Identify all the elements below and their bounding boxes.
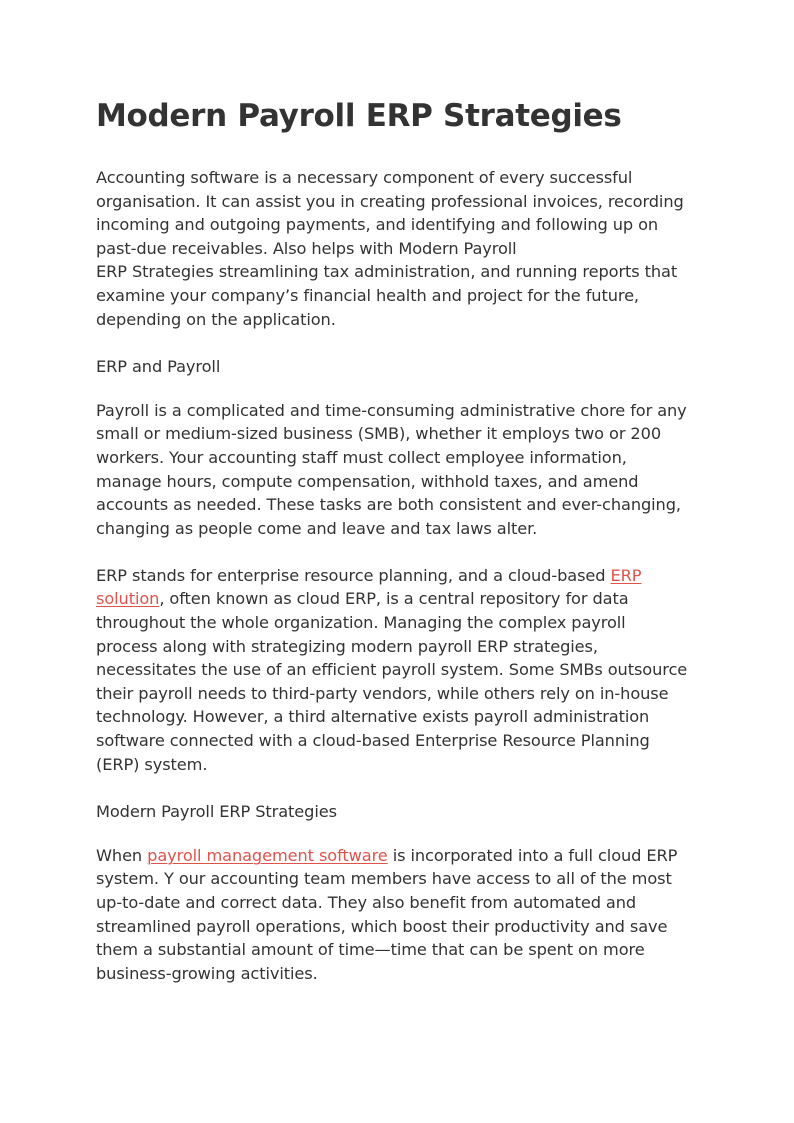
intro-line: depending on the application.	[96, 309, 336, 329]
erp-line: (ERP) system.	[96, 754, 208, 774]
erp-line: technology. However, a third alternative exists payroll administration	[96, 707, 650, 727]
payroll-line: Payroll is a complicated and time-consuming administrative chore for any	[96, 400, 687, 420]
erp-line: their payroll needs to third-party vendors, while others rely on in-house	[96, 683, 669, 703]
strategies-paragraph	[96, 844, 696, 986]
payroll-management-software-link[interactable]: payroll management software	[147, 845, 388, 865]
section-heading-erp-payroll: ERP and Payroll	[96, 356, 221, 376]
strategies-line: streamlined payroll operations, which boost their productivity and save	[96, 916, 668, 936]
intro-line: organisation. It can assist you in creating professional invoices, recording	[96, 191, 684, 211]
strategies-line: them a substantial amount of time—time that can be spent on more	[96, 940, 645, 960]
erp-line-text: ERP stands for enterprise resource planning, and a cloud-based	[96, 565, 611, 585]
intro-line: examine your company’s financial health and project for the future,	[96, 285, 639, 305]
erp-line	[96, 564, 696, 588]
intro-paragraph	[96, 166, 696, 331]
payroll-line: accounts as needed. These tasks are both consistent and ever-changing,	[96, 495, 681, 515]
payroll-line: manage hours, compute compensation, withhold taxes, and amend	[96, 471, 639, 491]
article-body	[96, 166, 696, 985]
section-heading-strategies: Modern Payroll ERP Strategies	[96, 801, 337, 821]
strategies-line-text: When	[96, 845, 148, 865]
erp-line: software connected with a cloud-based Enterprise Resource Planning	[96, 731, 650, 751]
erp-line: process along with strategizing modern payroll ERP strategies,	[96, 636, 598, 656]
erp-solution-link-continued[interactable]: solution	[96, 589, 160, 609]
strategies-line: business-growing activities.	[96, 963, 318, 983]
erp-line: necessitates the use of an efficient payroll system. Some SMBs outsource	[96, 660, 688, 680]
erp-paragraph	[96, 564, 696, 776]
intro-line: Accounting software is a necessary component of every successful	[96, 168, 633, 187]
intro-line: incoming and outgoing payments, and identifying and following up on	[96, 215, 659, 235]
payroll-line: workers. Your accounting staff must collect employee information,	[96, 447, 627, 467]
erp-line	[96, 587, 696, 611]
payroll-paragraph	[96, 399, 696, 541]
intro-line: ERP Strategies streamlining tax administration, and running reports that	[96, 262, 678, 282]
erp-line: throughout the whole organization. Managing the complex payroll	[96, 613, 626, 633]
strategies-line: system. Y our accounting team members have access to all of the most	[96, 869, 672, 889]
payroll-line: changing as people come and leave and tax laws alter.	[96, 518, 538, 538]
intro-line: past-due receivables. Also helps with Modern Payroll	[96, 238, 517, 258]
strategies-line: up-to-date and correct data. They also benefit from automated and	[96, 893, 637, 912]
strategies-line-text: is incorporated into a full cloud ERP	[387, 845, 678, 865]
payroll-line: small or medium-sized business (SMB), whether it employs two or 200	[96, 424, 662, 444]
strategies-line	[96, 844, 696, 868]
page-title: Modern Payroll ERP Strategies	[96, 98, 622, 134]
erp-line-text: , often known as cloud ERP, is a central repository for data	[159, 589, 629, 609]
erp-solution-link[interactable]: ERP	[610, 565, 642, 585]
